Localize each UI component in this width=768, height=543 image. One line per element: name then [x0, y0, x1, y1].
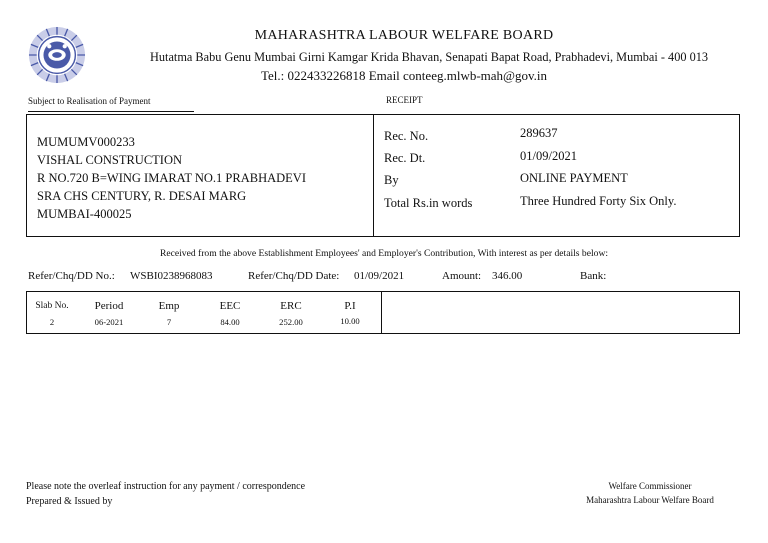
- bank-label: Bank:: [580, 270, 607, 282]
- signatory-title: Welfare Commissioner: [608, 481, 692, 491]
- td-erc: 252.00: [279, 317, 303, 327]
- contribution-table: [26, 291, 740, 334]
- subject-note: Subject to Realisation of Payment: [28, 96, 151, 106]
- org-contact: Tel.: 022433226818 Email conteeg.mlwb-mah@gov.in: [260, 68, 548, 83]
- contribution-table-divider: [381, 291, 382, 334]
- total-words-label: Total Rs.in words: [384, 196, 473, 210]
- org-address: Hutatma Babu Genu Mumbai Girni Kamgar Krida Bhavan, Senapati Bapat Road, Prabhadevi, Mumbai - 400 013: [150, 50, 709, 64]
- rec-dt-value: 01/09/2021: [520, 149, 577, 163]
- ref-date-value: 01/09/2021: [354, 270, 405, 282]
- rec-no-label: Rec. No.: [384, 129, 429, 143]
- subject-divider: [28, 111, 194, 112]
- establishment-code: MUMUMV000233: [37, 135, 135, 149]
- by-value: ONLINE PAYMENT: [520, 171, 628, 185]
- establishment-address-line1: R NO.720 B=WING IMARAT NO.1 PRABHADEVI: [37, 171, 306, 185]
- rec-dt-label: Rec. Dt.: [384, 151, 426, 165]
- footer-note: Please note the overleaf instruction for any payment / correspondence: [26, 481, 306, 492]
- receipt-heading: RECEIPT: [386, 95, 423, 105]
- establishment-address-line3: MUMBAI-400025: [37, 207, 132, 221]
- th-eec: EEC: [219, 300, 241, 312]
- rec-no-value: 289637: [520, 126, 558, 140]
- by-label: By: [384, 173, 399, 187]
- box-divider: [373, 114, 374, 237]
- th-emp: Emp: [158, 300, 180, 312]
- amount-value: 346.00: [492, 270, 523, 282]
- signatory-org: Maharashtra Labour Welfare Board: [586, 495, 714, 505]
- total-words-value: Three Hundred Forty Six Only.: [520, 194, 677, 208]
- td-eec: 84.00: [220, 317, 240, 327]
- td-pi: 10.00: [340, 316, 360, 326]
- th-slab-no: Slab No.: [35, 301, 69, 311]
- ref-date-label: Refer/Chq/DD Date:: [248, 270, 340, 282]
- th-pi: P.I: [344, 300, 356, 312]
- received-note: Received from the above Establishment Employees' and Employer's Contribution, With interest as per details below:: [159, 248, 609, 259]
- td-slab-no: 2: [49, 317, 55, 327]
- establishment-address-line2: SRA CHS CENTURY, R. DESAI MARG: [37, 189, 247, 203]
- establishment-name: VISHAL CONSTRUCTION: [37, 153, 183, 167]
- ref-no-value: WSBI0238968083: [130, 270, 213, 282]
- td-emp: 7: [166, 317, 172, 327]
- prepared-by: Prepared & Issued by: [26, 496, 113, 507]
- amount-label: Amount:: [442, 270, 482, 282]
- th-period: Period: [94, 300, 124, 312]
- th-erc: ERC: [280, 300, 302, 312]
- ref-no-label: Refer/Chq/DD No.:: [28, 270, 115, 282]
- org-title: MAHARASHTRA LABOUR WELFARE BOARD: [254, 28, 554, 43]
- td-period: 06-2021: [94, 317, 124, 327]
